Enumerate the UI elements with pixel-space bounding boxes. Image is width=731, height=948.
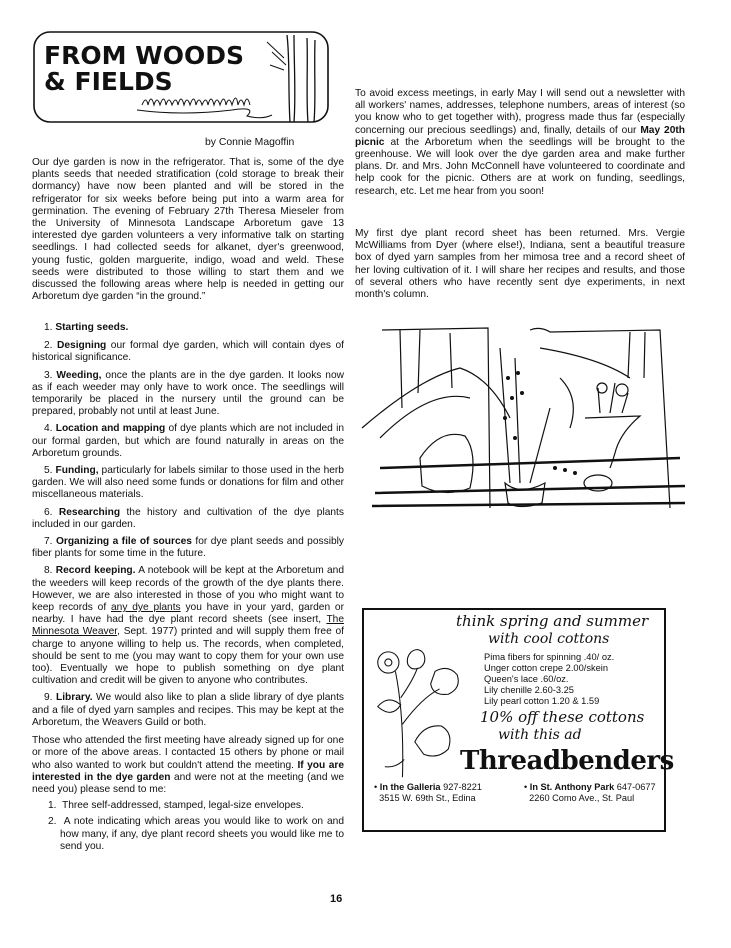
list-text: We would also like to plan a slide library of dye plants and a file of dyed yarn samples and recipes. This may be kept at the Arboretum, the Weavers Guild or both. [32,692,344,728]
list-number: 4. [44,423,53,435]
list-text: once the plants are in the dye garden. It looks now as if each weeder may only have to work once. The seedlings will temporarily be placed in the nursery until the ground can be prepared, probably not until at least June. [32,369,344,418]
send-item [32,816,344,853]
plant-still-life-drawing [360,318,690,513]
picnic-date: May 20th picnic [355,124,685,148]
ad-discount-line2: with this ad [498,727,582,743]
closing-paragraph [32,735,344,853]
list-heading: Researching [58,506,121,518]
newsletter-paragraph [355,88,685,198]
ad-brand-name: Threadbenders [460,746,674,776]
list-text: you have in your yard, garden or nearby. I have had the dye plant record sheets (see insert, [32,602,344,626]
list-heading: Organizing a file of sources [55,536,192,548]
price-item: Queen's lace .60/oz. [484,674,569,684]
list-text: the history and cultivation of the dye plants included in our garden. [32,506,344,530]
list-item [32,340,344,364]
list-item [32,322,344,334]
header-title-line1: FROM WOODS [44,41,244,70]
bullet: • [524,782,528,792]
list-text: our formal dye garden, which will contain dyes of historical significance. [32,340,344,364]
store-phone: 927-8221 [443,782,482,792]
list-item [32,565,344,687]
list-item [32,536,344,560]
ad-price-list [484,652,614,707]
closing-bold: If you are interested in the dye garden [32,759,345,783]
publication-title: The Minnesota Weaver [32,614,344,638]
store-phone: 647-0677 [616,782,656,792]
list-number: 6. [44,506,53,518]
list-number: 1. [44,322,53,333]
ad-store-locations [374,782,662,806]
underlined-text: any dye plants [110,602,181,614]
ad-discount-line: 10% off these cottons [480,708,645,726]
list-number: 7. [44,536,53,548]
list-text: , Sept. 1977) printed and will supply them free of charge to anyone willing to help us. The records, when completed, should be sent to me (you may want to copy them for your own use too). Eventually we hope to publish something on dye plant cultivation and credit will be given to anyone who contributes. [32,626,344,687]
woods-fields-illustration [32,30,332,125]
send-item [32,800,344,812]
list-text: particularly for labels similar to those used in the herb garden. We will also need some funds or donations for film and other miscellaneous materials. [32,465,344,501]
list-item [32,370,344,419]
column-header-logo [32,30,332,125]
list-number: 5. [44,465,53,477]
list-heading: Funding, [55,465,99,477]
send-item-text: A note indicating which areas you would like to work on and how many, if any, dye plant record sheets you would like me to send you. [60,816,344,852]
header-title-line2: & FIELDS [44,67,173,96]
list-text: A notebook will be kept at the Arboretum and the weeders will keep records of the growth of the dye plants there. However, we are also interested in those of you who might want to keep records of [32,565,344,614]
list-number: 8. [44,565,53,577]
ad-handwritten-subheadline: with cool cottons [488,631,610,647]
price-item: Pima fibers for spinning .40/ oz. [484,652,615,662]
page-number: 16 [330,893,343,905]
price-item: Lily chenille 2.60-3.25 [484,685,574,695]
closing-text: and were not at the meeting (and we need you) please send to me: [32,771,344,795]
list-text: of dye plants which are not included in our formal garden, but which are found naturally in areas on the Arboretum grounds. [32,423,344,459]
list-item [32,507,344,531]
list-heading: Record keeping. [55,565,136,577]
list-heading: Weeding, [56,369,102,381]
price-item: Lily pearl cotton 1.20 & 1.59 [484,696,600,706]
threadbenders-advertisement [362,608,674,832]
store-name: In St. Anthony Park [529,782,615,792]
newsletter-text-a: To avoid excess meetings, in early May I will send out a newsletter with all workers' names, addresses, telephone numbers, areas of interest (so you know who to get together with), progress made thus far (especially concerning our precious seedlings) and, finally, details of our [355,88,685,136]
list-item [32,692,344,729]
list-item [32,423,344,460]
intro-paragraph: Our dye garden is now in the refrigerator. That is, some of the dye plants seeds that needed stratification (cold storage to break their dormancy) have now been planted and will be stored in the refrigerator for six weeks before being put into a warm area for germination. The evening of February 27th Theresa Mieseler from the University of Minnesota Landscape Arboretum gave 13 interested dye garden volunteers a very informative talk on starting seedlings. I had collected seeds for alkanet, dyer's greenwood, young fustic, golden marguerite, indigo, woad and weld. These seeds were distributed to those willing to start them and we discussed the following areas where help is needed in getting our Arboretum dye garden “in the ground.” [32,157,344,303]
list-item [32,465,344,502]
help-areas-list [32,322,344,853]
bullet: • [374,782,378,792]
ad-handwritten-headline: think spring and summer [456,612,649,630]
list-number: 9. [44,692,53,704]
store-location [374,782,482,804]
list-number: 2. [44,340,53,352]
store-location [524,782,656,804]
closing-text: Those who attended the first meeting have already signed up for one or more of the above areas. I contacted 15 others by phone or mail who also wanted to work but couldn't attend the meeting. [32,735,344,771]
store-address: 3515 W. 69th St., Edina [379,793,476,803]
list-heading: Location and mapping [55,423,166,435]
record-sheet-paragraph: My first dye plant record sheet has been returned. Mrs. Vergie McWilliams from Dyer (where else!), Indiana, sent a beautiful treasure box of dyed yarn samples from her mimosa tree and a record sheet of her loving cultivation of it. I will share her recipes and results, and those of several others who have recently sent dye experiments, in next month's column. [355,228,685,301]
store-name: In the Galleria [379,782,441,792]
send-item-number: 2. [48,816,57,828]
store-address: 2260 Como Ave., St. Paul [529,793,635,803]
list-number: 3. [44,369,53,381]
list-heading: Starting seeds. [55,322,129,333]
list-heading: Library. [55,692,93,704]
list-heading: Designing [57,340,107,352]
byline: by Connie Magoffin [205,137,295,148]
send-item-number: 1. [48,800,57,812]
list-text: for dye plant seeds and possibly fiber plants for some time in the future. [32,536,344,560]
price-item: Unger cotton crepe 2.00/skein [484,663,609,673]
send-item-text: Three self-addressed, stamped, legal-size envelopes. [61,800,304,812]
newsletter-text-b: at the Arboretum when the seedlings will be brought to the greenhouse. We will look over the dye garden area and make further plans. Dr. and Mrs. John McConnell have volunteered to coordinate and help cook for the picnic. Others are at work on funding, seedlings, research, etc. Let me hear from you soon! [355,136,685,197]
